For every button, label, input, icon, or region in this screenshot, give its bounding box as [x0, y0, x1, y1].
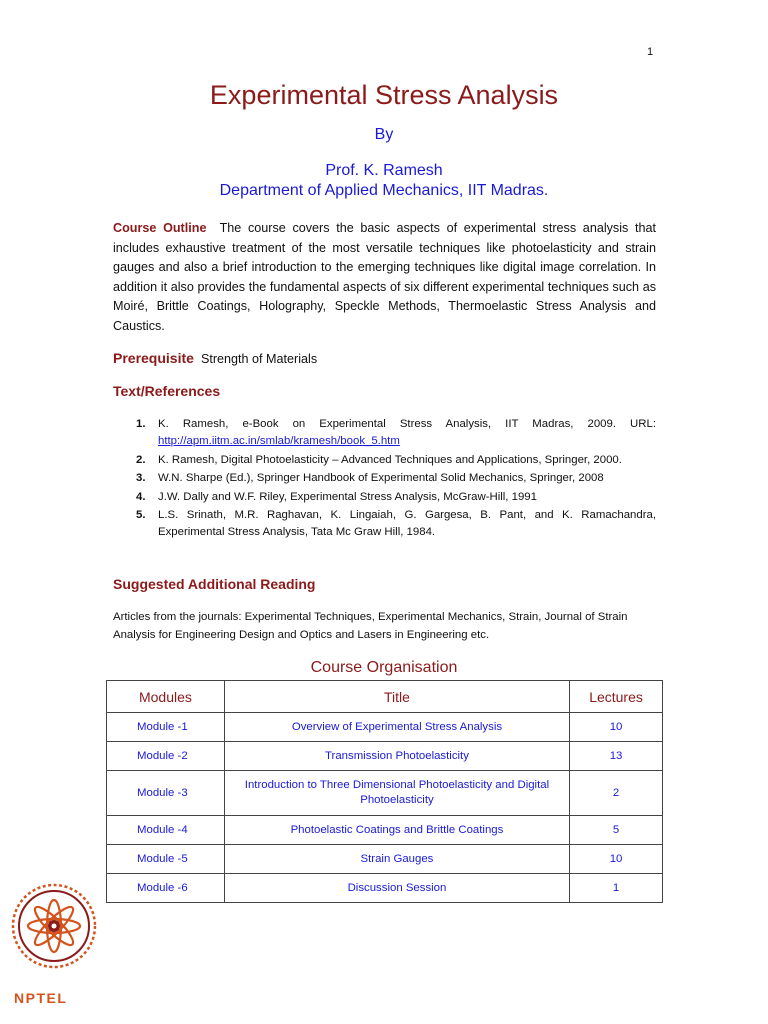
course-organisation-heading: Course Organisation — [310, 659, 458, 676]
reference-item — [113, 470, 656, 487]
prerequisite-heading: Prerequisite — [113, 350, 194, 366]
table-row — [107, 845, 663, 874]
title-cell: Overview of Experimental Stress Analysis — [224, 713, 569, 742]
reference-text: K. Ramesh, e-Book on Experimental Stress Analysis, IIT Madras, 2009. URL: — [158, 418, 656, 430]
module-cell: Module -2 — [107, 742, 225, 771]
reference-number: 3. — [136, 472, 146, 485]
lectures-cell: 10 — [570, 713, 663, 742]
title-cell: Discussion Session — [224, 874, 569, 903]
document-title: Experimental Stress Analysis — [209, 80, 559, 110]
additional-reading-text: Articles from the journals: Experimental Techniques, Experimental Mechanics, Strain, Journal of Strain Analysis for Engineering Design and Optics and Lasers in Engineering etc. — [113, 611, 628, 641]
lectures-cell: 10 — [570, 845, 663, 874]
table-row — [107, 771, 663, 816]
reference-item — [113, 507, 656, 541]
lectures-cell: 13 — [570, 742, 663, 771]
module-cell: Module -6 — [107, 874, 225, 903]
reference-text: W.N. Sharpe (Ed.), Springer Handbook of Experimental Solid Mechanics, Springer, 2008 — [158, 472, 604, 485]
author-department: Department of Applied Mechanics, IIT Madras. — [219, 182, 549, 199]
nptel-logo-icon — [6, 868, 102, 986]
reference-number: 2. — [136, 453, 146, 466]
column-header-lectures: Lectures — [570, 681, 663, 713]
reference-item — [113, 452, 656, 469]
reference-text: J.W. Dally and W.F. Riley, Experimental Stress Analysis, McGraw-Hill, 1991 — [158, 490, 537, 503]
table-header-row — [107, 681, 663, 713]
lectures-cell: 5 — [570, 816, 663, 845]
reference-item — [113, 489, 656, 506]
course-organisation-table — [106, 680, 663, 903]
author-block — [0, 161, 768, 201]
reference-number: 5. — [136, 509, 146, 522]
table-row — [107, 713, 663, 742]
lectures-cell: 1 — [570, 874, 663, 903]
references-heading: Text/References — [113, 383, 221, 399]
title-cell: Photoelastic Coatings and Brittle Coatings — [224, 816, 569, 845]
prerequisite-text: Strength of Materials — [200, 352, 318, 366]
page-number: 1 — [647, 46, 654, 58]
reference-link[interactable]: http://apm.iitm.ac.in/smlab/kramesh/book_5.htm — [158, 435, 400, 447]
lectures-cell: 2 — [570, 771, 663, 816]
title-cell: Transmission Photoelasticity — [224, 742, 569, 771]
reference-number: 4. — [136, 490, 146, 503]
reference-number: 1. — [136, 418, 146, 430]
reference-item — [113, 416, 656, 450]
title-cell: Introduction to Three Dimensional Photoelasticity and Digital Photoelasticity — [224, 771, 569, 816]
table-row — [107, 816, 663, 845]
module-cell: Module -3 — [107, 771, 225, 816]
byline: By — [374, 126, 394, 143]
reference-text: L.S. Srinath, M.R. Raghavan, K. Lingaiah, G. Gargesa, B. Pant, and K. Ramachandra, Experimental Stress Analysis, Tata Mc Graw Hill, 1984. — [158, 509, 656, 539]
course-outline-text: The course covers the basic aspects of experimental stress analysis that includes exhaustive treatment of the most versatile techniques like photoelasticity and strain gauges and also a brief introduction to the emerging techniques like digital image correlation. In addition it also provides the fundamental aspects of six different experimental techniques such as Moiré, Brittle Coatings, Holography, Speckle Methods, Thermoelastic Stress Analysis and Caustics. — [113, 221, 656, 333]
prerequisite-paragraph — [113, 349, 656, 370]
column-header-modules: Modules — [107, 681, 225, 713]
additional-reading-heading: Suggested Additional Reading — [113, 576, 316, 592]
title-cell: Strain Gauges — [224, 845, 569, 874]
references-list — [113, 416, 656, 543]
module-cell: Module -4 — [107, 816, 225, 845]
table-row — [107, 874, 663, 903]
module-cell: Module -1 — [107, 713, 225, 742]
course-outline-heading: Course Outline — [113, 221, 207, 235]
reference-text: K. Ramesh, Digital Photoelasticity – Advanced Techniques and Applications, Springer, 2000. — [158, 453, 622, 466]
table-row — [107, 742, 663, 771]
nptel-logo-text: NPTEL — [14, 990, 68, 1006]
course-outline-paragraph — [113, 219, 656, 336]
module-cell: Module -5 — [107, 845, 225, 874]
author-name: Prof. K. Ramesh — [325, 162, 443, 179]
column-header-title: Title — [224, 681, 569, 713]
